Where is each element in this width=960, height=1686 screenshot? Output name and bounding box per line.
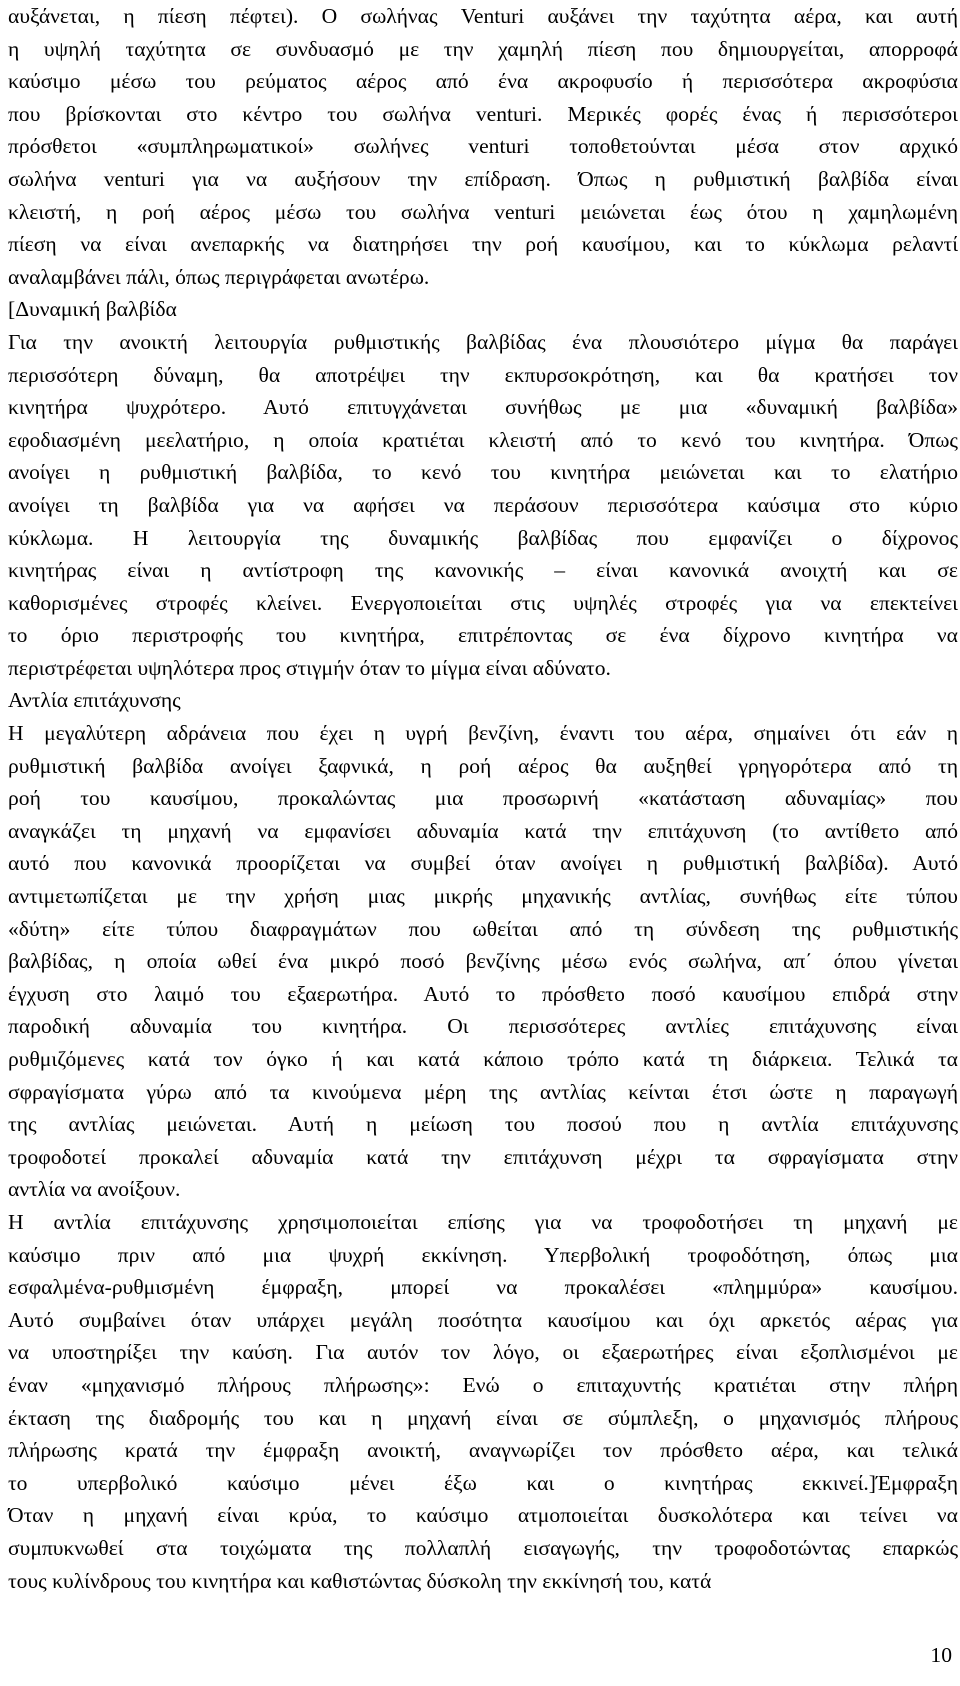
text-line: ρυθμιστική βαλβίδα ανοίγει ξαφνικά, η ροή αέρος θα αυξηθεί γρηγορότερα από τη <box>8 753 958 778</box>
text-line: Η αντλία επιτάχυνσης χρησιμοποιείται επίσης για να τροφοδοτήσει τη μηχανή με <box>8 1209 958 1234</box>
text-line: αυτό που κανονικά προορίζεται να συμβεί όταν ανοίγει η ρυθμιστική βαλβίδα). Αυτό <box>8 851 958 876</box>
text-line: τους κυλίνδρους του κινητήρα και καθιστώντας δύσκολη την εκκίνησή του, κατά <box>8 1568 712 1593</box>
text-line: σφραγίσματα γύρω από τα κινούμενα μέρη της αντλίας κείνται έτσι ώστε η παραγωγή <box>8 1079 958 1104</box>
text-line: ανοίγει τη βαλβίδα για να αφήσει να περάσουν περισσότερα καύσιμα στο κύριο <box>8 492 958 517</box>
text-line: κινητήρας είναι η αντίστροφη της κανονικής – είναι κανονικά ανοιχτή και σε <box>8 558 958 583</box>
text-line: αυξάνεται, η πίεση πέφτει). Ο σωλήνας Venturi αυξάνει την ταχύτητα αέρα, και αυτή <box>8 4 958 28</box>
text-line: αναγκάζει τη μηχανή να εμφανίσει αδυναμία κατά την επιτάχυνση (το αντίθετο από <box>8 818 958 843</box>
text-line: αντλία να ανοίξουν. <box>8 1177 181 1202</box>
text-line: [Δυναμική βαλβίδα <box>8 297 177 322</box>
text-line: η υψηλή ταχύτητα σε συνδυασμό με την χαμηλή πίεση που δημιουργείται, απορροφά <box>8 36 958 61</box>
text-line: κύκλωμα. Η λειτουργία της δυναμικής βαλβίδας που εμφανίζει ο δίχρονος <box>8 525 958 550</box>
text-line: παροδική αδυναμία του κινητήρα. Οι περισσότερες αντλίες επιτάχυνσης είναι <box>8 1014 958 1039</box>
text-line: της αντλίας μειώνεται. Αυτή η μείωση του ποσού που η αντλία επιτάχυνσης <box>8 1112 958 1137</box>
text-line: ρυθμιζόμενες κατά τον όγκο ή και κατά κάποιο τρόπο κατά τη διάρκεια. Τελικά τα <box>8 1047 958 1071</box>
body-text <box>8 0 958 1597</box>
text-line: «δύτη» είτε τύπου διαφραγμάτων που ωθείται από τη σύνδεση της ρυθμιστικής <box>8 916 958 941</box>
text-line: πίεση να είναι ανεπαρκής να διατηρήσει την ροή καυσίμου, και το κύκλωμα ρελαντί <box>8 232 958 257</box>
text-line: καύσιμο μέσω του ρεύματος αέρος από ένα ακροφυσίο ή περισσότερα ακροφύσια <box>8 69 958 94</box>
text-line: κλειστή, η ροή αέρος μέσω του σωλήνα venturi μειώνεται έως ότου η χαμηλωμένη <box>8 199 958 224</box>
text-line: πρόσθετοι «συμπληρωματικοί» σωλήνες venturi τοποθετούνται μέσα στον αρχικό <box>8 134 958 159</box>
text-line: Αυτό συμβαίνει όταν υπάρχει μεγάλη ποσότητα καυσίμου και όχι αρκετός αέρας για <box>8 1307 958 1332</box>
text-line: αναλαμβάνει πάλι, όπως περιγράφεται ανωτέρω. <box>8 264 430 289</box>
text-line: αντιμετωπίζεται με την χρήση μιας μικρής μηχανικής αντλίας, συνήθως είτε τύπου <box>8 884 958 909</box>
text-line: εφοδιασμένη μεελατήριο, η οποία κρατιέται κλειστή από το κενό του κινητήρα. Όπως <box>8 427 958 452</box>
text-line: έναν «μηχανισμό πλήρους πλήρωσης»: Ενώ ο επιταχυντής κρατιέται στην πλήρη <box>8 1372 958 1397</box>
text-line: συμπυκνωθεί στα τοιχώματα της πολλαπλή εισαγωγής, την τροφοδοτώντας επαρκώς <box>8 1535 958 1560</box>
text-line: πλήρωσης κρατά την έμφραξη ανοικτή, αναγνωρίζει τον πρόσθετο αέρα, και τελικά <box>8 1438 958 1463</box>
text-line: Όταν η μηχανή είναι κρύα, το καύσιμο ατμοποιείται δυσκολότερα και τείνει να <box>8 1503 958 1528</box>
text-line: Αντλία επιτάχυνσης <box>8 688 181 713</box>
text-line: ροή του καυσίμου, προκαλώντας μια προσωρινή «κατάσταση αδυναμίας» που <box>8 786 958 811</box>
page-number: 10 <box>930 1643 952 1667</box>
text-line: καύσιμο πριν από μια ψυχρή εκκίνηση. Υπερβολική τροφοδότηση, όπως μια <box>8 1242 958 1267</box>
text-line: έκταση της διαδρομής του και η μηχανή είναι σε σύμπλεξη, ο μηχανισμός πλήρους <box>8 1405 958 1430</box>
text-line: να υποστηρίξει την καύση. Για αυτόν τον λόγο, οι εξαερωτήρες είναι εξοπλισμένοι με <box>8 1340 958 1365</box>
text-line: καθορισμένες στροφές κλείνει. Ενεργοποιείται στις υψηλές στροφές για να επεκτείνει <box>8 590 958 615</box>
text-line: βαλβίδας, η οποία ωθεί ένα μικρό ποσό βενζίνης μέσω ενός σωλήνα, απ΄ όπου γίνεται <box>8 949 958 974</box>
text-line: ανοίγει η ρυθμιστική βαλβίδα, το κενό του κινητήρα μειώνεται και το ελατήριο <box>8 460 958 485</box>
text-line: Για την ανοικτή λειτουργία ρυθμιστικής βαλβίδας ένα πλουσιότερο μίγμα θα παράγει <box>8 329 958 354</box>
text-line: τροφοδοτεί προκαλεί αδυναμία κατά την επιτάχυνση μέχρι τα σφραγίσματα στην <box>8 1144 958 1169</box>
text-line: περισσότερη δύναμη, θα αποτρέψει την εκπυρσοκρότηση, και θα κρατήσει τον <box>8 362 958 387</box>
text-line: περιστρέφεται υψηλότερα προς στιγμήν όταν το μίγμα είναι αδύνατο. <box>8 655 611 680</box>
text-line: που βρίσκονται στο κέντρο του σωλήνα venturi. Μερικές φορές ένας ή περισσότεροι <box>8 101 958 126</box>
text-line: σωλήνα venturi για να αυξήσουν την επίδραση. Όπως η ρυθμιστική βαλβίδα είναι <box>8 166 958 191</box>
text-line: εσφαλμένα-ρυθμισμένη έμφραξη, μπορεί να προκαλέσει «πλημμύρα» καυσίμου. <box>8 1275 958 1300</box>
text-line: το υπερβολικό καύσιμο μένει έξω και ο κινητήρας εκκινεί.]Έμφραξη <box>8 1470 958 1495</box>
text-line: κινητήρα ψυχρότερο. Αυτό επιτυγχάνεται συνήθως με μια «δυναμική βαλβίδα» <box>8 395 958 420</box>
text-line: έγχυση στο λαιμό του εξαερωτήρα. Αυτό το πρόσθετο ποσό καυσίμου επιδρά στην <box>8 981 958 1006</box>
text-line: το όριο περιστροφής του κινητήρα, επιτρέποντας σε ένα δίχρονο κινητήρα να <box>8 623 958 648</box>
text-line: Η μεγαλύτερη αδράνεια που έχει η υγρή βενζίνη, έναντι του αέρα, σημαίνει ότι εάν η <box>8 721 958 746</box>
